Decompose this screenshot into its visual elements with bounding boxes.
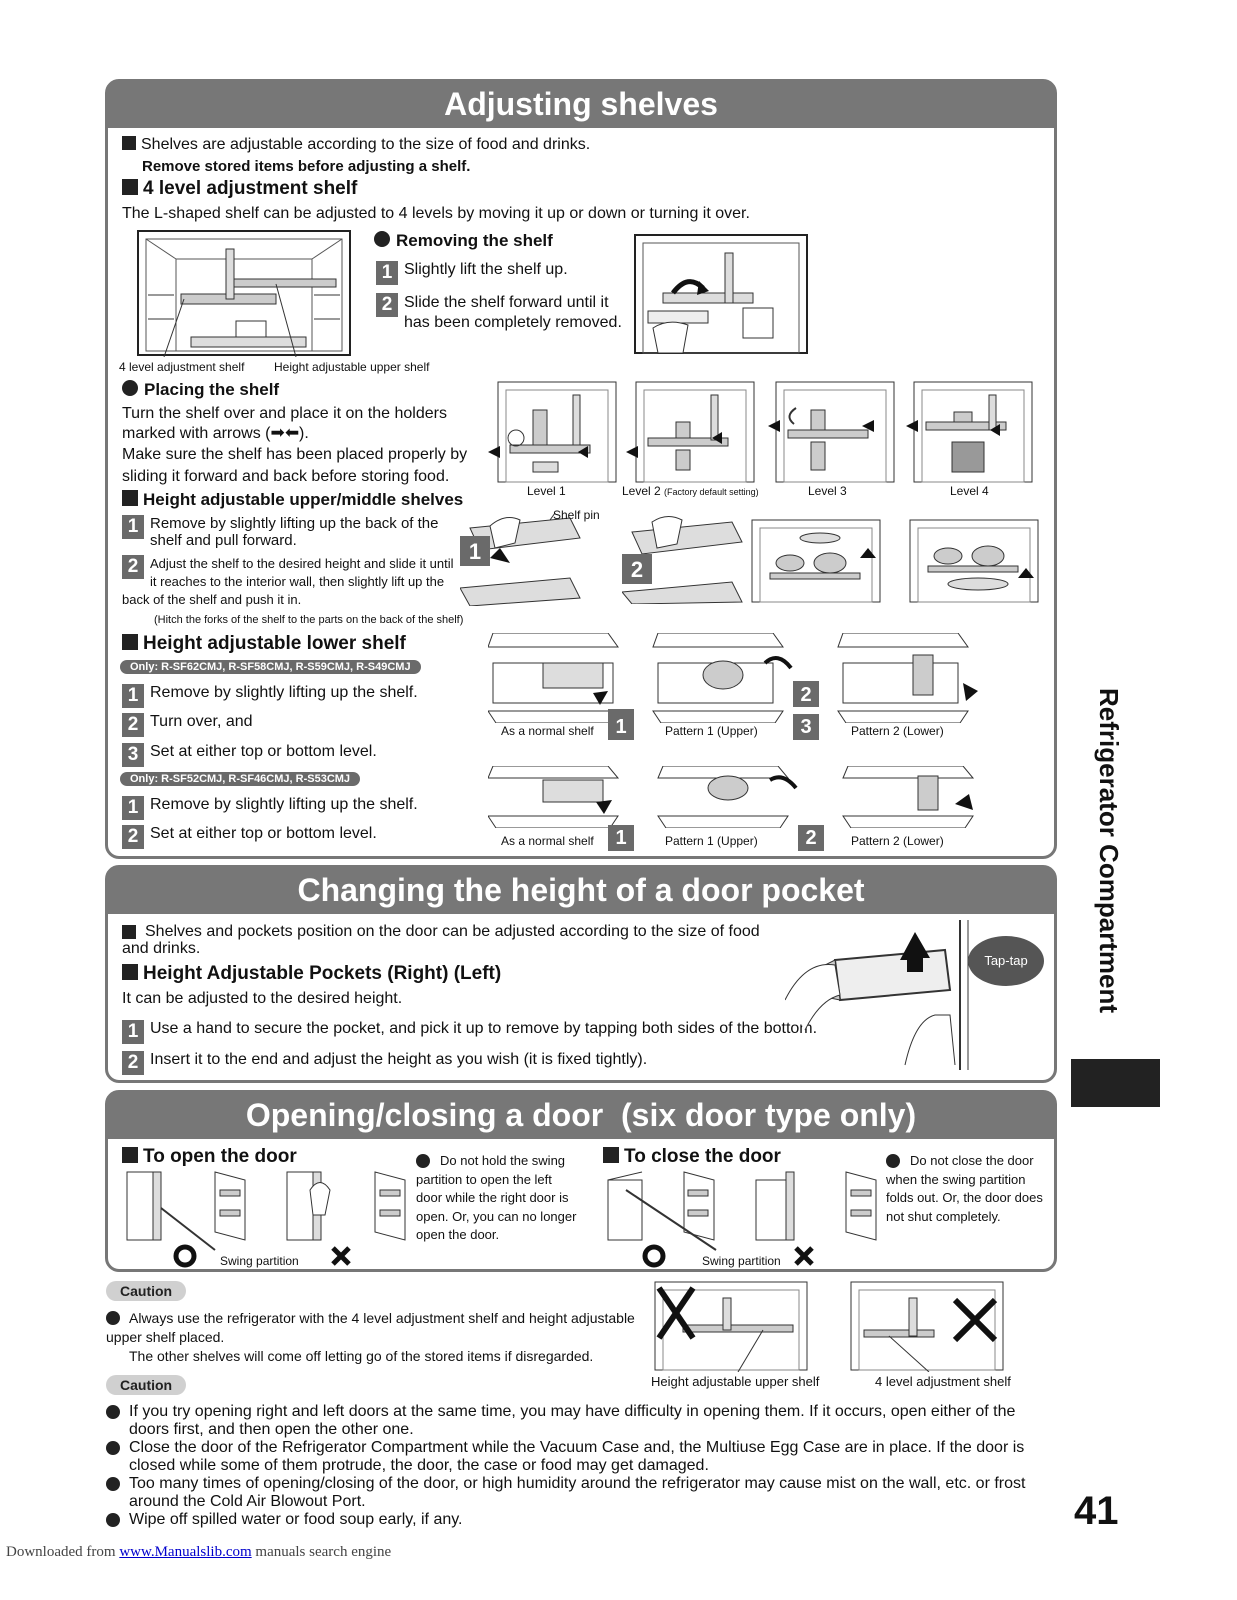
swing-partition-label-open: Swing partition — [220, 1254, 299, 1268]
upper-middle-note: (Hitch the forks of the shelf to the parts on the back of the shelf) — [154, 614, 464, 626]
pattern-2-label-a: Pattern 2 (Lower) — [851, 724, 944, 738]
tap-tap-bubble: Tap-tap — [968, 936, 1044, 986]
fridge-shelves-figure — [136, 229, 352, 357]
open-door-heading: To open the door — [122, 1145, 297, 1169]
four-level-heading: 4 level adjustment shelf — [122, 177, 357, 201]
pattern-1-label-a: Pattern 1 (Upper) — [665, 724, 758, 738]
step-badge-2b: 2 — [798, 825, 824, 851]
close-door-note: Do not close the door when the swing partition folds out. Or, the door does not shut completely. — [886, 1153, 1043, 1224]
square-bullet-icon — [122, 136, 136, 150]
intro-line: Shelves are adjustable according to the size of food and drinks. — [122, 135, 590, 155]
pattern-2-label-b: Pattern 2 (Lower) — [851, 834, 944, 848]
adjusting-shelves-title-bar — [106, 80, 1056, 128]
step-badge-1b: 1 — [608, 825, 634, 851]
section-title: Opening/closing a door (six door type only) — [245, 1097, 917, 1133]
round-bullet-icon — [106, 1441, 120, 1455]
door-pocket-title-bar — [106, 866, 1056, 914]
caution-1-text: Always use the refrigerator with the 4 level adjustment shelf and height adjustable upper shelf placed. The other shelves will come off letting go of the stored items if disregarded. — [106, 1310, 635, 1364]
square-bullet-icon — [122, 634, 138, 650]
pocket-step-1: 1 Use a hand to secure the pocket, and pick it up to remove by tapping both sides of the bottom. — [122, 1019, 817, 1044]
caution-item: Wipe off spilled water or food soup early, if any. — [106, 1511, 1056, 1529]
lower-a-step-2: 2 Turn over, and — [122, 712, 253, 737]
step-number-2: 2 — [122, 1051, 144, 1075]
intro-bold: Remove stored items before adjusting a shelf. — [142, 158, 471, 175]
caution-fig-label-4-level: 4 level adjustment shelf — [875, 1374, 1011, 1389]
removing-heading: Removing the shelf — [374, 230, 553, 252]
caution-shelf-figures — [653, 1280, 1033, 1372]
step-number-1: 1 — [376, 261, 398, 285]
manualslib-link[interactable]: www.Manualslib.com — [119, 1544, 252, 1560]
square-bullet-icon — [122, 179, 138, 195]
svg-text:1: 1 — [468, 539, 482, 564]
step-badge-1a: 1 — [608, 714, 634, 740]
four-level-desc: The L-shaped shelf can be adjusted to 4 levels by moving it up or down or turning it over. — [122, 205, 750, 222]
round-bullet-icon — [106, 1311, 120, 1325]
level-3-label: Level 3 — [808, 484, 847, 498]
round-bullet-icon — [374, 231, 390, 247]
model-badge-b: Only: R-SF52CMJ, R-SF46CMJ, R-S53CMJ — [120, 772, 360, 786]
shelf-height-figure-a — [750, 518, 882, 604]
shelf-pin-figure-2 — [622, 512, 746, 604]
open-door-note: Do not hold the swing partition to open the left door while the right door is open. Or, you can no longer open the door. — [416, 1153, 577, 1242]
svg-text:2: 2 — [630, 557, 644, 582]
step-number-3: 3 — [122, 743, 144, 767]
upper-middle-step-2: 2 Adjust the shelf to the desired height and slide it until it reaches to the interior wall, then slightly lift up the back of the shelf and push it in. — [122, 556, 454, 607]
lower-shelf-figures-b — [488, 766, 988, 828]
lower-a-step-1: 1 Remove by slightly lifting up the shelf. — [122, 683, 418, 708]
normal-shelf-label-a: As a normal shelf — [501, 724, 594, 738]
level-figures — [488, 380, 1036, 484]
section-title: Adjusting shelves — [444, 86, 718, 122]
door-open-close-title-bar — [106, 1091, 1056, 1139]
caution-2-list — [106, 1403, 1056, 1529]
step-number-2: 2 — [122, 825, 144, 849]
placing-text-2: marked with arrows (➡➡). — [122, 423, 309, 442]
round-bullet-icon — [106, 1405, 120, 1419]
round-bullet-icon — [122, 380, 138, 396]
pocket-step-2: 2 Insert it to the end and adjust the height as you wish (it is fixed tightly). — [122, 1050, 647, 1075]
side-tab-block — [1071, 1059, 1160, 1107]
fig-label-4-level: 4 level adjustment shelf — [119, 360, 245, 374]
level-2-label: Level 2 (Factory default setting) — [622, 484, 759, 498]
level-4-label: Level 4 — [950, 484, 989, 498]
step-number-1: 1 — [122, 796, 144, 820]
pockets-heading: Height Adjustable Pockets (Right) (Left) — [122, 962, 501, 986]
lower-b-step-1: 1 Remove by slightly lifting up the shelf. — [122, 795, 418, 820]
factory-default-note: (Factory default setting) — [664, 487, 759, 497]
round-bullet-icon — [416, 1154, 430, 1168]
fig-label-height-adjustable: Height adjustable upper shelf — [274, 360, 430, 374]
caution-badge-1: Caution — [106, 1281, 186, 1301]
door-pocket-figure — [785, 920, 975, 1070]
caution-item: If you try opening right and left doors at the same time, you may have difficulty in opening them. If it occurs, open either of the doors first, and then open the other one. — [106, 1403, 1056, 1439]
square-bullet-icon — [122, 490, 138, 506]
square-bullet-icon — [122, 1147, 138, 1163]
square-bullet-icon — [122, 925, 136, 939]
swing-partition-label-close: Swing partition — [702, 1254, 781, 1268]
model-badge-a: Only: R-SF62CMJ, R-SF58CMJ, R-S59CMJ, R-S49CMJ — [120, 660, 421, 674]
step-number-2: 2 — [122, 713, 144, 737]
removing-step-2: 2 Slide the shelf forward until it has been completely removed. — [376, 293, 626, 333]
page-number: 41 — [1074, 1489, 1119, 1533]
arrow-right-icon: ➡ — [270, 423, 285, 442]
round-bullet-icon — [106, 1477, 120, 1491]
placing-text-3: Make sure the shelf has been placed properly by sliding it forward and back before storing food. — [122, 446, 468, 485]
lower-b-step-2: 2 Set at either top or bottom level. — [122, 824, 377, 849]
shelf-pin-figure-1 — [460, 508, 620, 606]
placing-heading: Placing the shelf — [122, 379, 279, 401]
lower-a-step-3: 3 Set at either top or bottom level. — [122, 742, 377, 767]
shelf-pin-label: Shelf pin — [553, 508, 600, 522]
step-number-2: 2 — [122, 555, 144, 579]
normal-shelf-label-b: As a normal shelf — [501, 834, 594, 848]
step-badge-3a: 3 — [793, 714, 819, 740]
step-number-1: 1 — [122, 684, 144, 708]
caution-item: Close the door of the Refrigerator Compartment while the Vacuum Case and, the Multiuse Egg Case are in place. If the door is closed while some of them protrude, the door, the case or food may get damaged. — [106, 1439, 1056, 1475]
square-bullet-icon — [122, 964, 138, 980]
removing-step-1: 1 Slightly lift the shelf up. — [376, 260, 568, 285]
close-door-heading: To close the door — [603, 1145, 781, 1169]
upper-middle-step-1: 1 Remove by slightly lifting up the back of the shelf and pull forward. — [122, 515, 452, 549]
removing-shelf-figure — [633, 233, 809, 355]
pattern-1-label-b: Pattern 1 (Upper) — [665, 834, 758, 848]
upper-middle-heading: Height adjustable upper/middle shelves — [122, 489, 463, 511]
placing-text-1: Turn the shelf over and place it on the holders — [122, 405, 447, 422]
caution-item: Too many times of opening/closing of the door, or high humidity around the refrigerator may cause mist on the wall, etc. or frost around the Cold Air Blowout Port. — [106, 1475, 1056, 1511]
step-number-1: 1 — [122, 1020, 144, 1044]
svg-text:2: 2 — [800, 684, 812, 706]
round-bullet-icon — [886, 1154, 900, 1168]
level-1-label: Level 1 — [527, 484, 566, 498]
step-number-1: 1 — [122, 515, 144, 539]
lower-shelf-figures-a — [488, 633, 1008, 723]
door-pocket-intro: Shelves and pockets position on the door can be adjusted according to the size of food and drinks. — [122, 923, 760, 957]
lower-shelf-heading: Height adjustable lower shelf — [122, 632, 406, 656]
section-title: Changing the height of a door pocket — [297, 872, 865, 908]
shelf-height-figure-b — [908, 518, 1040, 604]
caution-badge-2: Caution — [106, 1375, 186, 1395]
step-number-2: 2 — [376, 293, 398, 317]
footer: Downloaded from www.Manualslib.com manuals search engine — [6, 1544, 392, 1560]
square-bullet-icon — [603, 1147, 619, 1163]
round-bullet-icon — [106, 1513, 120, 1527]
arrow-left-icon: ➡ — [284, 423, 299, 442]
pockets-desc: It can be adjusted to the desired height. — [122, 990, 403, 1007]
caution-fig-label-upper: Height adjustable upper shelf — [651, 1374, 820, 1389]
side-tab-label: Refrigerator Compartment — [1094, 688, 1124, 1014]
